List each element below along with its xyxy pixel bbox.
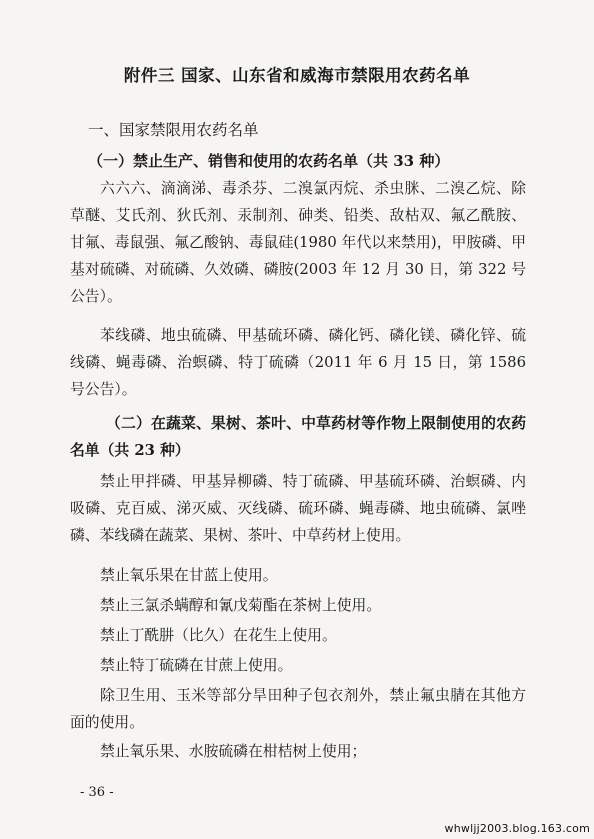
paragraph-banned-list-2011: 苯线磷、地虫硫磷、甲基硫环磷、磷化钙、磷化镁、磷化锌、硫线磷、蝇毒磷、治螟磷、特丁硫磷（2011 年 6 月 15 日，第 1586 号公告）。 — [70, 327, 526, 398]
paragraph-citrus-rule: 禁止氧乐果、水胺硫磷在柑桔树上使用； — [100, 743, 367, 760]
subsection-heading-banned: （一）禁止生产、销售和使用的农药名单（共 33 种） — [88, 152, 450, 170]
paragraph-banned-list: 六六六、滴滴涕、毒杀芬、二溴氯丙烷、杀虫脒、二溴乙烷、除草醚、艾氏剂、狄氏剂、汞制剂、砷类、铅类、敌枯双、氟乙酰胺、甘氟、毒鼠强、氟乙酸钠、毒鼠硅(1980 年代以来禁用)，甲胺磷、甲基对硫磷、对硫磷、久效磷、磷胺(2003 年 12 月 30 日，第 322 号公告）。 — [70, 180, 526, 305]
document-title: 附件三 国家、山东省和威海市禁限用农药名单 — [123, 66, 471, 85]
section-heading-national: 一、国家禁限用农药名单 — [88, 121, 259, 139]
paragraph-cabbage-rule: 禁止氧乐果在甘蓝上使用。 — [100, 567, 278, 584]
blog-watermark: whwljj2003.blog.163.com — [444, 822, 590, 835]
page-number: - 36 - — [80, 785, 114, 800]
paragraph-sugarcane-rule: 禁止特丁硫磷在甘蔗上使用。 — [100, 657, 293, 674]
paragraph-fipronil-rule: 除卫生用、玉米等部分旱田种子包衣剂外，禁止氟虫腈在其他方面的使用。 — [70, 687, 526, 731]
paragraph-restricted-crops: 禁止甲拌磷、甲基异柳磷、特丁硫磷、甲基硫环磷、治螟磷、内吸磷、克百威、涕灭威、灭线磷、硫环磷、蝇毒磷、地虫硫磷、氯唑磷、苯线磷在蔬菜、果树、茶叶、中草药材上使用。 — [70, 473, 526, 544]
paragraph-peanut-rule: 禁止丁酰肼（比久）在花生上使用。 — [100, 627, 337, 644]
subsection-heading-restricted: （二）在蔬菜、果树、茶叶、中草药材等作物上限制使用的农药名单（共 23 种） — [70, 415, 526, 459]
paragraph-tea-rule: 禁止三氯杀螨醇和氰戊菊酯在茶树上使用。 — [100, 597, 382, 614]
